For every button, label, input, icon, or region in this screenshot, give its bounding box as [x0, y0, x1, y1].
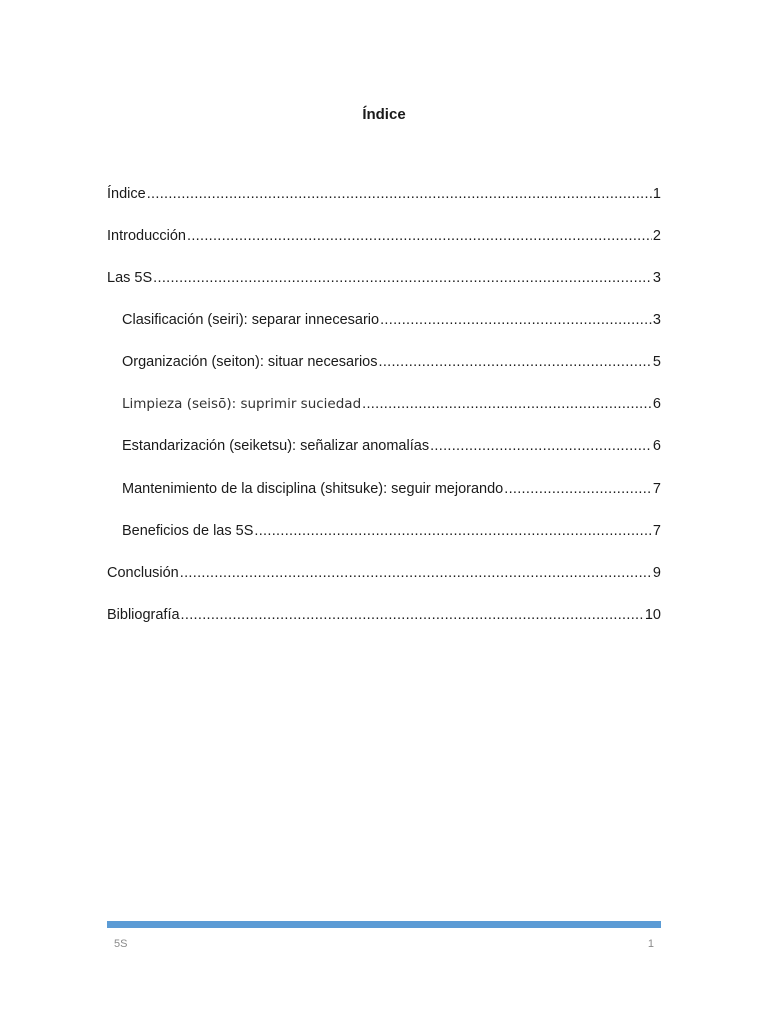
toc-leader-dots — [362, 394, 652, 414]
toc-entry-page: 2 — [652, 228, 661, 244]
toc-leader-dots — [153, 268, 652, 288]
toc-entry-label: Beneficios de las 5S — [122, 523, 254, 539]
toc-entry-page: 5 — [652, 354, 661, 370]
toc-entry-las-5s[interactable] — [107, 268, 661, 288]
toc-entry-page: 9 — [652, 565, 661, 581]
toc-entry-label: Conclusión — [107, 565, 179, 581]
footer-page-number: 1 — [647, 938, 654, 950]
toc-entry-page: 3 — [652, 270, 661, 286]
toc-entry-page: 10 — [644, 607, 661, 623]
toc-entry-estandarizacion[interactable] — [122, 436, 661, 456]
footer-accent-bar — [107, 921, 661, 928]
toc-entry-label: Índice — [107, 186, 146, 202]
toc-entry-label: Organización (seiton): situar necesarios — [122, 354, 378, 370]
toc-entry-label: Limpieza (seisō): suprimir suciedad — [122, 396, 362, 412]
toc-leader-dots — [504, 479, 652, 499]
toc-entry-page: 6 — [652, 396, 661, 412]
toc-leader-dots — [378, 352, 651, 372]
toc-entry-page: 1 — [652, 186, 661, 202]
toc-entry-page: 6 — [652, 438, 661, 454]
toc-entry-clasificacion[interactable] — [122, 310, 661, 330]
toc-entry-label: Bibliografía — [107, 607, 180, 623]
toc-entry-label: Las 5S — [107, 270, 153, 286]
toc-entry-introduccion[interactable] — [107, 226, 661, 246]
toc-entry-label: Estandarización (seiketsu): señalizar anomalías — [122, 438, 430, 454]
toc-entry-beneficios[interactable] — [122, 521, 661, 541]
toc-leader-dots — [181, 605, 644, 625]
footer-document-title: 5S — [114, 938, 128, 950]
toc-entry-label: Introducción — [107, 228, 186, 244]
toc-leader-dots — [430, 436, 652, 456]
toc-leader-dots — [147, 184, 652, 204]
toc-entry-organizacion[interactable] — [122, 352, 661, 372]
toc-leader-dots — [187, 226, 652, 246]
toc-leader-dots — [380, 310, 652, 330]
toc-entry-bibliografia[interactable] — [107, 605, 661, 625]
toc-entry-label: Clasificación (seiri): separar innecesario — [122, 312, 380, 328]
page-title: Índice — [362, 106, 406, 123]
toc-entry-conclusion[interactable] — [107, 563, 661, 583]
toc-leader-dots — [180, 563, 652, 583]
toc-entry-mantenimiento[interactable] — [122, 479, 661, 499]
toc-entry-page: 7 — [652, 481, 661, 497]
toc-leader-dots — [254, 521, 652, 541]
toc-entry-label: Mantenimiento de la disciplina (shitsuke): seguir mejorando — [122, 481, 504, 497]
toc-entry-limpieza[interactable] — [122, 394, 661, 414]
toc-entry-indice[interactable] — [107, 184, 661, 204]
toc-entry-page: 3 — [652, 312, 661, 328]
toc-entry-page: 7 — [652, 523, 661, 539]
